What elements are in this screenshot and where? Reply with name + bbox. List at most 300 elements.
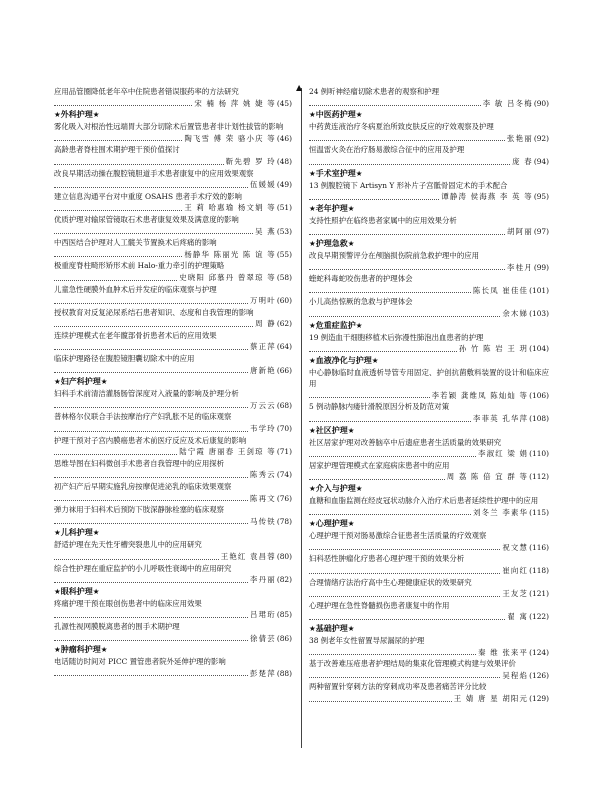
entry-page-number: (76) [276, 493, 292, 503]
dot-leader [54, 140, 182, 141]
dot-leader [54, 675, 248, 676]
entry-authors: 秦 维 张来平 [478, 647, 529, 657]
entry-page-number: (71) [276, 447, 292, 457]
entry-title: 改良早期活动操在腹腔镜胆道手术患者康复中的应用效果观察 [54, 168, 254, 178]
entry-page-number: (129) [529, 693, 549, 703]
entry-authors: 王友芝 [502, 589, 529, 599]
section-heading [309, 483, 549, 495]
entry-page-number: (104) [529, 344, 549, 354]
section-label: 儿科护理 [60, 528, 93, 538]
entry-author-line [309, 308, 549, 320]
entry-authors: 蔡正萍 [250, 342, 276, 352]
entry-page-number: (124) [529, 647, 549, 657]
dot-leader [309, 397, 430, 398]
entry-title: 小儿高热惊厥的急救与护理体会 [309, 297, 413, 307]
entry-authors: 张艳丽 [507, 133, 533, 143]
dot-leader [309, 596, 500, 597]
star-icon: ★ [54, 377, 61, 387]
dot-leader [309, 549, 500, 550]
toc-entry[interactable] [54, 121, 292, 144]
entry-author-line [54, 574, 292, 586]
star-icon: ★ [347, 519, 355, 529]
entry-author-line [54, 423, 292, 435]
toc-entry[interactable] [309, 600, 549, 623]
entry-author-line [54, 469, 292, 481]
entry-title: 儿童急性硬膜外血肿术后并发症的临床观察与护理 [54, 284, 217, 294]
toc-entry[interactable] [309, 250, 549, 273]
toc-entry[interactable] [309, 144, 549, 167]
entry-title: 护理干预对子宫内膜癌患者术前医疗反应及术后康复的影响 [54, 435, 247, 445]
entry-page-number: (46) [276, 133, 292, 143]
toc-entry[interactable] [54, 435, 292, 458]
entry-author-line [309, 343, 549, 355]
toc-entry[interactable] [54, 353, 292, 376]
section-heading [54, 376, 292, 388]
section-label: 介入与护理 [315, 484, 356, 494]
toc-entry[interactable] [54, 563, 292, 586]
entry-page-number: (58) [276, 272, 292, 282]
entry-author-line [54, 318, 292, 330]
dot-leader [54, 164, 224, 165]
dot-leader [54, 210, 182, 211]
star-icon: ★ [309, 519, 316, 529]
entry-authors: 李桂月 [507, 262, 533, 272]
section-heading [309, 168, 549, 180]
entry-title: 应用品管圈降低老年卒中住院患者错误服药率的方法研究 [54, 87, 239, 96]
entry-page-number: (95) [533, 192, 549, 202]
dot-leader [309, 514, 471, 515]
toc-entry[interactable] [309, 367, 549, 402]
entry-author-line [309, 133, 549, 145]
entry-author-line [54, 179, 292, 191]
toc-entry[interactable] [309, 437, 549, 460]
entry-authors: 崔向红 [502, 566, 529, 575]
toc-entry[interactable] [309, 681, 549, 704]
section-label: 基础护理 [315, 623, 348, 633]
entry-title: 居家护理管理模式在家庭病床患者中的应用 [309, 460, 450, 470]
dot-leader [54, 256, 182, 257]
dot-leader [54, 105, 192, 106]
star-icon: ★ [355, 484, 363, 494]
entry-author-line [54, 249, 292, 261]
dot-leader [309, 701, 452, 702]
entry-author-line [54, 365, 292, 377]
entry-author-line [309, 448, 549, 460]
entry-title: 极重度脊柱畸形矫形术前 Halo-重力牵引的护理策略 [54, 261, 225, 271]
star-icon: ★ [309, 110, 316, 120]
entry-authors: 谭静涛 侯海燕 李 英 等 [441, 192, 533, 202]
entry-page-number: (116) [529, 542, 549, 552]
dot-leader [309, 479, 445, 480]
star-icon: ★ [347, 238, 355, 248]
entry-author-line [309, 191, 549, 203]
entry-title: 两种留置针穿刺方法的穿刺成功率及患者痛苦评分比较 [309, 682, 487, 692]
entry-authors: 吴 燕 [255, 226, 276, 236]
section-heading [309, 109, 549, 121]
entry-title: 临床护理路径在腹腔镜胆囊切除术中的应用 [54, 354, 195, 364]
entry-title: 初产妇产后早期实施乳房按摩促进泌乳的临床效果观察 [54, 482, 232, 491]
entry-page-number: (74) [276, 470, 292, 480]
entry-authors: 李菲英 孔华萍 [473, 414, 529, 424]
toc-entry[interactable] [309, 658, 549, 681]
section-label: 手术室护理 [315, 168, 356, 178]
toc-entry[interactable] [309, 273, 549, 296]
entry-authors: 靳先碧 罗 玲 [225, 156, 276, 166]
entry-authors: 周 静 [255, 319, 276, 329]
entry-page-number: (90) [533, 98, 549, 108]
star-icon: ★ [100, 645, 108, 655]
star-icon: ★ [309, 425, 316, 435]
dot-leader [54, 372, 248, 373]
entry-authors: 陈再文 [250, 493, 276, 503]
entry-author-line [54, 609, 292, 621]
section-label: 心理护理 [315, 519, 348, 529]
entry-author-line [309, 565, 549, 577]
entry-title: 妇科手术前清洁灌肠肠管深度对入液量的影响及护理分析 [54, 389, 239, 399]
left-column [54, 86, 292, 679]
entry-title: 疼痛护理干预在眼创伤患者中的临床应用效果 [54, 598, 202, 608]
entry-authors: 李 敏 吕冬梅 [482, 98, 533, 108]
entry-page-number: (121) [529, 589, 549, 599]
entry-title: 中心静脉临时血液透析导管专用固定、护创抗菌敷料装置的设计和临床应用 [309, 367, 549, 389]
column-marker-triangle: ▲ [296, 83, 303, 92]
toc-entry[interactable] [54, 168, 292, 191]
toc-entry[interactable] [309, 553, 549, 576]
entry-page-number: (88) [276, 668, 292, 678]
section-heading [309, 425, 549, 437]
toc-entry[interactable] [309, 577, 549, 600]
entry-authors: 李淑红 梁 娟 [478, 449, 529, 459]
entry-title: 舒适护理在先天性牙槽突裂患儿中的应用研究 [54, 540, 202, 550]
entry-page-number: (49) [276, 180, 292, 190]
entry-page-number: (45) [276, 98, 292, 108]
entry-title: 弹力袜用于妇科术后预防下肢深静脉栓塞的临床观察 [54, 505, 224, 515]
section-heading [54, 644, 292, 656]
dot-leader [309, 234, 505, 235]
entry-authors: 陶飞雪 傅 荣 骆小庆 等 [184, 133, 276, 143]
star-icon: ★ [309, 355, 316, 365]
entry-title: 5 例动静脉内瘘针滑脱原因分析及防范对策 [309, 402, 450, 412]
dot-leader [54, 233, 253, 234]
star-icon: ★ [309, 484, 316, 494]
entry-title: 思维导图在妇科微创手术患者自我管理中的应用探析 [54, 458, 224, 468]
toc-entry[interactable] [54, 260, 292, 283]
entry-authors: 王艳红 袁昌蓉 [220, 551, 276, 561]
entry-title: 优质护理对输尿管镜取石术患者康复效果及满意度的影响 [54, 214, 239, 224]
entry-authors: 万明叶 [250, 296, 276, 306]
star-icon: ★ [355, 110, 363, 120]
entry-author-line [309, 670, 549, 682]
dot-leader [309, 316, 500, 317]
toc-entry[interactable] [309, 332, 549, 355]
entry-page-number: (92) [533, 133, 549, 143]
entry-authors: 余木娣 [502, 308, 529, 318]
entry-title: 血糖和血脂监测在经皮冠状动脉介入治疗术后患者延续性护理中的应用 [309, 496, 539, 506]
dot-leader [54, 303, 248, 304]
star-icon: ★ [309, 623, 316, 633]
entry-authors: 唐新艳 [250, 365, 276, 375]
entry-title: 高龄患者脊柱围术期护理干预价值探讨 [54, 145, 180, 155]
dot-leader [54, 326, 253, 327]
toc-entry[interactable] [54, 330, 292, 353]
dot-leader [54, 582, 248, 583]
toc-entry[interactable] [54, 284, 292, 307]
section-label: 老年护理 [315, 203, 348, 213]
dot-leader [309, 351, 457, 352]
entry-title: 基于改善难压疮患者护理结局的集束化管理模式构建与效果评价 [309, 659, 516, 669]
entry-authors: 王 婧 唐 星 胡阳元 [453, 693, 529, 703]
star-icon: ★ [355, 320, 363, 330]
toc-entry[interactable] [309, 530, 549, 553]
entry-author-line [54, 133, 292, 145]
toc-entry[interactable] [54, 539, 292, 562]
toc-entry[interactable] [309, 460, 549, 483]
entry-page-number: (94) [533, 156, 549, 166]
entry-page-number: (85) [276, 610, 292, 620]
toc-entry[interactable] [309, 121, 549, 144]
toc-entry[interactable] [54, 307, 292, 330]
toc-entry[interactable] [309, 495, 549, 518]
entry-author-line [54, 516, 292, 528]
entry-title: 授权教育对反复泌尿系结石患者知识、态度和自我管理的影响 [54, 307, 254, 317]
entry-author-line [309, 693, 549, 705]
star-icon: ★ [54, 528, 61, 538]
entry-authors: 伍媛媛 [250, 180, 276, 190]
entry-authors: 祝文慧 [502, 542, 529, 552]
toc-entry[interactable] [54, 237, 292, 260]
dot-leader [54, 431, 248, 432]
entry-page-number: (97) [533, 227, 549, 237]
toc-entry[interactable] [309, 215, 549, 238]
star-icon: ★ [309, 168, 316, 178]
dot-leader [54, 523, 248, 524]
toc-entry[interactable] [54, 504, 292, 527]
entry-title: 妇科恶性肿瘤化疗患者心理护理干预的效果分析 [309, 554, 465, 564]
entry-title: 社区居家护理对改善脑卒中后遗症患者生活质量的效果研究 [309, 437, 502, 447]
star-icon: ★ [347, 203, 355, 213]
dot-leader [54, 500, 248, 501]
entry-title: 连续护理模式在老年髋部骨折患者术后的应用效果 [54, 330, 217, 340]
entry-title: 蝰蛇科毒蛇咬伤患者的护理体会 [309, 274, 413, 284]
entry-author-line [309, 98, 549, 110]
entry-title: 心理护理在急性脊髓损伤患者康复中的作用 [309, 600, 450, 610]
entry-author-line [309, 542, 549, 554]
dot-leader [309, 573, 500, 574]
entry-author-line [309, 588, 549, 600]
star-icon: ★ [100, 377, 108, 387]
entry-authors: 吴程焰 [502, 670, 529, 680]
dot-leader [309, 164, 510, 165]
section-heading [309, 203, 549, 215]
dot-leader [54, 617, 248, 618]
entry-title: 24 例听神经瘤切除术患者的观察和护理 [309, 87, 440, 96]
entry-page-number: (48) [276, 156, 292, 166]
dot-leader [309, 292, 471, 293]
toc-entry[interactable] [54, 388, 292, 411]
dot-leader [309, 456, 476, 457]
entry-author-line [54, 633, 292, 645]
entry-authors: 韦学玲 [250, 424, 276, 434]
entry-title: 普林格尔仪联合手法按摩治疗产妇乳胀不足的临床观察 [54, 412, 232, 422]
toc-entry[interactable] [309, 401, 549, 424]
entry-author-line [309, 285, 549, 297]
toc-entry[interactable] [54, 191, 292, 214]
entry-page-number: (99) [533, 262, 549, 272]
star-icon: ★ [309, 320, 316, 330]
entry-title: 中药黄连液治疗冬病夏治所致皮肤反应的疗效观察及护理 [309, 122, 494, 132]
section-label: 妇产科护理 [60, 377, 101, 387]
entry-title: 38 例老年女性留置导尿漏尿的护理 [309, 635, 425, 645]
entry-title: 心理护理干预对肠易激综合征患者生活质量的疗效观察 [309, 531, 487, 541]
entry-page-number: (64) [276, 342, 292, 352]
entry-page-number: (126) [529, 670, 549, 680]
entry-author-line [54, 446, 292, 458]
star-icon: ★ [54, 645, 61, 655]
star-icon: ★ [309, 238, 316, 248]
entry-author-line [309, 262, 549, 274]
toc-entry[interactable] [54, 458, 292, 481]
entry-page-number: (51) [276, 203, 292, 213]
entry-title: 恒温雷火灸在治疗肠易激综合征中的应用及护理 [309, 145, 465, 155]
entry-author-line [309, 156, 549, 168]
section-heading [309, 518, 549, 530]
dot-leader [309, 140, 505, 141]
column-divider [301, 88, 302, 748]
toc-entry[interactable] [54, 656, 292, 679]
entry-page-number: (80) [276, 551, 292, 561]
dot-leader [309, 105, 481, 106]
toc-entry[interactable] [309, 296, 549, 319]
entry-page-number: (66) [276, 365, 292, 375]
toc-entry[interactable] [309, 180, 549, 203]
entry-authors: 彭楚萍 [250, 668, 276, 678]
entry-author-line [54, 295, 292, 307]
dot-leader [54, 559, 219, 560]
entry-title: 中西医结合护理对人工髋关节置换术后疼痛的影响 [54, 238, 217, 248]
section-label: 社区护理 [315, 425, 348, 435]
entry-author-line [309, 647, 549, 659]
star-icon: ★ [347, 425, 355, 435]
section-heading [309, 355, 549, 367]
star-icon: ★ [309, 203, 316, 213]
star-icon: ★ [54, 586, 61, 596]
entry-title: 支持性照护在临终患者家属中的应用效果分析 [309, 215, 457, 225]
toc-entry[interactable] [54, 598, 292, 621]
entry-authors: 史晓阳 邱慕丹 曾翠琼 等 [179, 272, 276, 282]
section-heading [309, 238, 549, 250]
section-heading [54, 527, 292, 539]
section-heading [54, 586, 292, 598]
dot-leader [309, 269, 505, 270]
dot-leader [54, 454, 177, 455]
entry-page-number: (62) [276, 319, 292, 329]
star-icon: ★ [92, 586, 100, 596]
star-icon: ★ [92, 528, 100, 538]
entry-author-line [54, 202, 292, 214]
dot-leader [54, 187, 248, 188]
entry-author-line [309, 471, 549, 483]
entry-authors: 孙 竹 陈 岩 王 玥 [458, 344, 529, 354]
toc-entry[interactable] [54, 481, 292, 504]
entry-page-number: (68) [276, 400, 292, 410]
section-heading [309, 320, 549, 332]
entry-page-number: (103) [529, 308, 549, 318]
entry-author-line [54, 98, 292, 110]
entry-page-number: (101) [529, 285, 549, 295]
entry-author-line [54, 156, 292, 168]
toc-entry[interactable] [54, 214, 292, 237]
entry-page-number: (53) [276, 226, 292, 236]
entry-authors: 马传铁 [250, 516, 276, 526]
entry-authors: 杨静华 陈丽光 陈 谊 等 [184, 249, 276, 259]
entry-authors: 李丹丽 [250, 575, 276, 585]
entry-page-number: (86) [276, 633, 292, 643]
entry-author-line [54, 493, 292, 505]
dot-leader [54, 407, 248, 408]
section-heading [54, 109, 292, 121]
entry-authors: 万云云 [250, 400, 276, 410]
entry-author-line [54, 341, 292, 353]
entry-authors: 胡阿丽 [507, 227, 533, 237]
dot-leader [309, 677, 500, 678]
entry-page-number: (78) [276, 516, 292, 526]
dot-leader [309, 619, 505, 620]
entry-author-line [54, 551, 292, 563]
entry-authors: 徐倩芸 [250, 633, 276, 643]
entry-author-line [54, 668, 292, 680]
entry-author-line [309, 390, 549, 402]
entry-page-number: (70) [276, 424, 292, 434]
entry-authors: 吕珺珩 [250, 610, 276, 620]
section-label: 血液净化与护理 [315, 355, 372, 365]
section-label: 眼科护理 [60, 586, 93, 596]
entry-page-number: (106) [529, 390, 549, 400]
entry-page-number: (108) [529, 414, 549, 424]
entry-title: 雾化吸入对根治性远端胃大部分切除术后置管患者非计划性拔管的影响 [54, 122, 284, 132]
entry-authors: 庞 春 [512, 156, 533, 166]
toc-entry[interactable] [54, 86, 292, 109]
entry-authors: 陈秀云 [250, 470, 276, 480]
toc-entry[interactable] [54, 144, 292, 167]
entry-author-line [54, 400, 292, 412]
entry-authors: 宋 楠 杨 萍 姚 婕 等 [194, 98, 276, 108]
section-label: 肿瘤科护理 [60, 645, 101, 655]
toc-entry[interactable] [309, 86, 549, 109]
section-label: 护理急救 [315, 238, 348, 248]
entry-title: 13 例腹腔镜下 Artisyn Y 形补片子宫骶骨固定术的手术配合 [309, 180, 508, 190]
toc-entry[interactable] [54, 621, 292, 644]
entry-authors: 王 莉 哈惠瑜 杨文娟 等 [184, 203, 276, 213]
entry-page-number: (55) [276, 249, 292, 259]
entry-page-number: (122) [529, 612, 549, 622]
section-label: 危重症监护 [315, 320, 356, 330]
entry-author-line [309, 226, 549, 238]
entry-page-number: (82) [276, 575, 292, 585]
entry-authors: 刘冬兰 李素华 [473, 507, 529, 517]
dot-leader [54, 349, 248, 350]
toc-entry[interactable] [309, 635, 549, 658]
dot-leader [54, 640, 248, 641]
entry-authors: 周 荔 陈 倍 宜 群 等 [446, 472, 529, 482]
entry-page-number: (118) [529, 566, 549, 575]
dot-leader [309, 421, 471, 422]
entry-author-line [309, 611, 549, 623]
star-icon: ★ [347, 623, 355, 633]
right-column [309, 86, 549, 705]
dot-leader [54, 477, 248, 478]
toc-entry[interactable] [54, 411, 292, 434]
section-label: 外科护理 [60, 110, 93, 120]
